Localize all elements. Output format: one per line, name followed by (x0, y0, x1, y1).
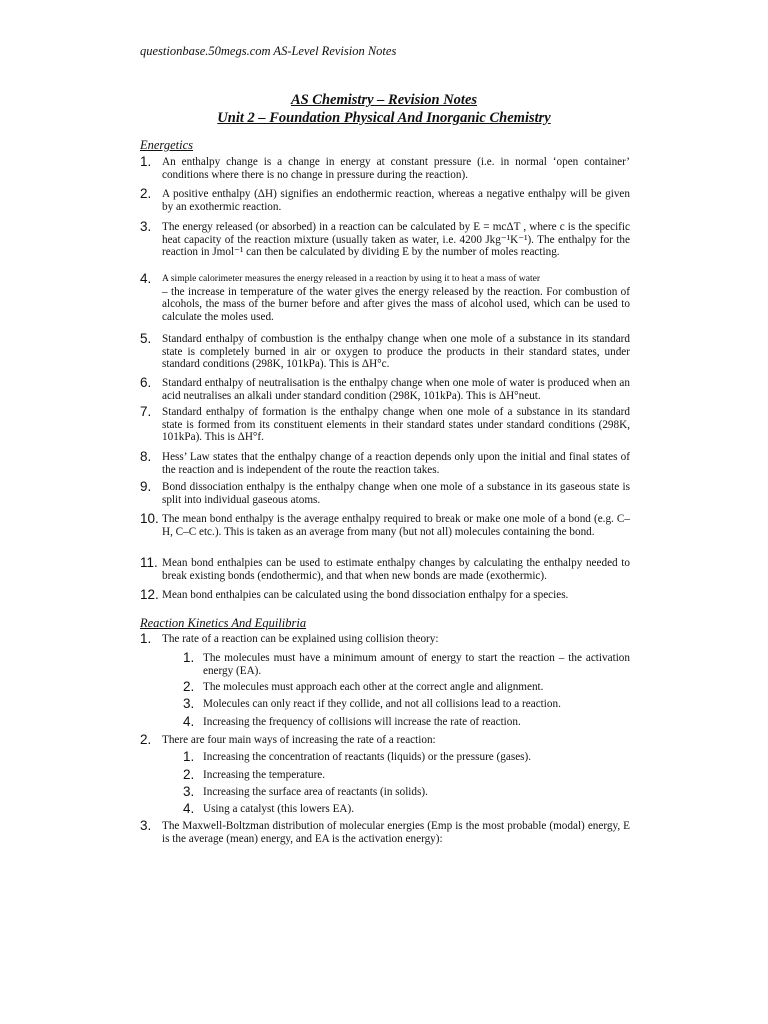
item-text: There are four main ways of increasing the rate of a reaction: (162, 734, 436, 746)
item-text: The rate of a reaction can be explained using collision theory: (162, 633, 439, 645)
item-number: 3. (183, 784, 195, 799)
item-text-line1: A simple calorimeter measures the energy released in a reaction by using it to heat a mass of water (162, 273, 541, 284)
list-item (140, 221, 630, 259)
list-item (140, 481, 630, 506)
item-number: 2. (140, 186, 152, 201)
item-number: 1. (140, 154, 152, 169)
item-number: 6. (140, 375, 152, 390)
list-item (140, 513, 630, 538)
item-text: Increasing the temperature. (203, 769, 326, 781)
item-text: The molecules must have a minimum amount of energy to start the reaction – the activation energy (EA). (203, 652, 630, 677)
item-text: Mean bond enthalpies can be calculated using the bond dissociation enthalpy for a species. (162, 589, 569, 601)
list-item (140, 273, 630, 323)
item-text: Mean bond enthalpies can be used to estimate enthalpy changes by calculating the enthalpy needed to break existing bonds (endothermic), and that when new bonds are made (exothermic). (162, 557, 630, 582)
item-text: – the increase in temperature of the water gives the energy released by the reaction. For combustion of alcohols, the mass of the burner before and after gives the mass of alcohol used, which can be used to calculate the moles used. (162, 285, 630, 323)
item-text: Increasing the concentration of reactants (liquids) or the pressure (gases). (203, 751, 532, 763)
item-number: 2. (183, 767, 195, 782)
list-item (140, 734, 630, 747)
sub-list-item (183, 652, 630, 677)
item-number: 12. (140, 587, 159, 602)
sub-list-item (183, 769, 630, 782)
item-number: 8. (140, 449, 152, 464)
item-text: Standard enthalpy of formation is the enthalpy change when one mole of a substance in its standard state is formed from its constituent elements in their standard states under standard conditions (298K, 101kPa). This is ΔH°f. (162, 406, 630, 443)
list-item (140, 333, 630, 371)
item-text: Increasing the frequency of collisions will increase the rate of reaction. (203, 716, 521, 728)
item-text: Standard enthalpy of neutralisation is the enthalpy change when one mole of water is produced when an acid neutralises an alkali under standard condition (298K, 101kPa). This is ΔH°neut. (162, 377, 630, 402)
sub-list-item (183, 751, 630, 764)
list-item (140, 557, 630, 582)
item-text: Hess’ Law states that the enthalpy change of a reaction depends only upon the initial and final states of the reaction and is independent of the route the reaction takes. (162, 451, 630, 476)
sub-list-item (183, 786, 630, 799)
list-item (140, 633, 630, 646)
item-text: Increasing the surface area of reactants (in solids). (203, 786, 428, 798)
item-number: 1. (183, 650, 195, 665)
item-text: The Maxwell-Boltzman distribution of molecular energies (Emp is the most probable (modal) energy, E is the average (mean) energy, and EA is the activation energy): (162, 820, 630, 845)
item-text: The mean bond enthalpy is the average enthalpy required to break or make one mole of a bond (e.g. C–H, C–C etc.). This is taken as an average from many (but not all) molecules containing the bond. (162, 513, 630, 538)
item-number: 2. (183, 679, 195, 694)
page-header: questionbase.50megs.com AS-Level Revision Notes (140, 44, 397, 58)
section-heading-kinetics: Reaction Kinetics And Equilibria (140, 616, 307, 630)
item-number: 11. (140, 555, 158, 570)
item-text: Standard enthalpy of combustion is the enthalpy change when one mole of a substance in its standard state is completely burned in air or oxygen to produce the products in their standard states, under standard conditions (298K, 101kPa). This is ΔH°c. (162, 333, 630, 370)
list-item (140, 156, 630, 181)
section-heading-energetics: Energetics (140, 138, 193, 152)
item-text: An enthalpy change is a change in energy at constant pressure (i.e. in normal ‘open container’ conditions where there is no change in pressure during the reaction). (162, 156, 630, 181)
item-text: The energy released (or absorbed) in a reaction can be calculated by E = mcΔT , where c is the specific heat capacity of the reaction mixture (usually taken as water, i.e. 4200 Jkg⁻¹K⁻¹). The enthalpy for the reaction in Jmol⁻¹ can then be calculated by dividing E by the number of moles reacting. (162, 221, 630, 258)
item-text: Using a catalyst (this lowers EA). (203, 803, 354, 815)
item-number: 7. (140, 404, 152, 419)
list-item (140, 188, 630, 213)
item-text: Molecules can only react if they collide, and not all collisions lead to a reaction. (203, 698, 561, 710)
sub-list-item (183, 681, 630, 694)
item-text: Bond dissociation enthalpy is the enthalpy change when one mole of a substance in its gaseous state is split into individual gaseous atoms. (162, 481, 630, 506)
item-number: 10. (140, 511, 159, 526)
item-number: 2. (140, 732, 152, 747)
item-number: 5. (140, 331, 152, 346)
item-number: 4. (183, 714, 195, 729)
item-number: 1. (183, 749, 195, 764)
item-number: 3. (140, 818, 152, 833)
sub-list-item (183, 716, 630, 729)
document-subtitle: Unit 2 – Foundation Physical And Inorganic Chemistry (217, 110, 551, 126)
document-title: AS Chemistry – Revision Notes (290, 92, 478, 108)
item-number: 1. (140, 631, 152, 646)
sub-list-item (183, 698, 630, 711)
list-item (140, 820, 630, 845)
item-number: 4. (140, 271, 152, 286)
list-item (140, 451, 630, 476)
list-item (140, 589, 630, 602)
item-text: A positive enthalpy (ΔH) signifies an endothermic reaction, whereas a negative enthalpy will be given by an exothermic reaction. (162, 188, 630, 213)
item-number: 9. (140, 479, 152, 494)
list-item (140, 377, 630, 402)
item-text: The molecules must approach each other at the correct angle and alignment. (203, 681, 544, 693)
list-item (140, 406, 630, 444)
item-number: 3. (140, 219, 152, 234)
sub-list-item (183, 803, 630, 816)
item-number: 4. (183, 801, 195, 816)
item-number: 3. (183, 696, 195, 711)
